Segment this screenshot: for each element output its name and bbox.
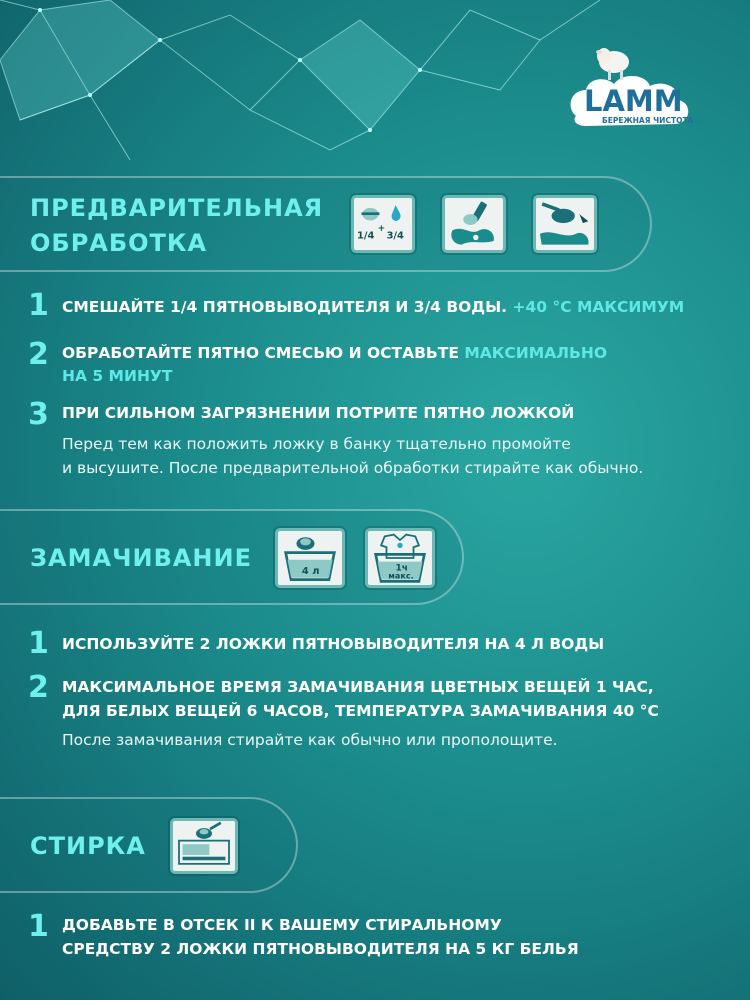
soaking-step1-text: ИСПОЛЬЗУЙТЕ 2 ЛОЖКИ ПЯТНОВЫВОДИТЕЛЯ НА 4 Л ВОДЫ <box>62 635 605 653</box>
washing-machine-icon <box>170 818 238 874</box>
pretreatment-step2-highlight: НА 5 МИНУТ <box>62 367 173 385</box>
mix-ratio-icon <box>351 195 415 253</box>
rub-spoon-icon <box>533 195 597 253</box>
brand-name: LAMM <box>584 84 683 118</box>
washing-step1-text-line2: СРЕДСТВУ 2 ЛОЖКИ ПЯТНОВЫВОДИТЕЛЯ НА 5 КГ БЕЛЬЯ <box>62 940 579 958</box>
pretreatment-step1-text: СМЕШАЙТЕ 1/4 ПЯТНОВЫВОДИТЕЛЯ И 3/4 ВОДЫ. +40 °С МАКСИМУМ <box>62 298 685 316</box>
soaking-step2-text-line1: МАКСИМАЛЬНОЕ ВРЕМЯ ЗАМАЧИВАНИЯ ЦВЕТНЫХ ВЕЩЕЙ 1 ЧАС, <box>62 678 654 696</box>
svg-text:4 л: 4 л <box>301 566 320 578</box>
washing-title: СТИРКА <box>30 832 146 860</box>
pretreatment-title-line2: ОБРАБОТКА <box>30 229 208 257</box>
svg-text:+: + <box>377 224 386 235</box>
pretreatment-step2-number: 2 <box>28 337 49 372</box>
soaking-title: ЗАМАЧИВАНИЕ <box>30 544 252 572</box>
pretreatment-note-line2: и высушите. После предварительной обработки стирайте как обычно. <box>62 459 644 477</box>
svg-text:макс.: макс. <box>388 570 414 581</box>
svg-text:1ч: 1ч <box>395 563 408 574</box>
pretreatment-step1-number: 1 <box>28 288 49 323</box>
soaking-note: После замачивания стирайте как обычно или прополощите. <box>62 731 558 749</box>
washing-step1-text-line1: ДОБАВЬТЕ В ОТСЕК II К ВАШЕМУ СТИРАЛЬНОМУ <box>62 916 502 934</box>
soaking-step2-text-line2: ДЛЯ БЕЛЫХ ВЕЩЕЙ 6 ЧАСОВ, ТЕМПЕРАТУРА ЗАМАЧИВАНИЯ 40 °С <box>62 702 659 720</box>
soak-time-icon <box>365 528 435 588</box>
soaking-step2-number: 2 <box>28 670 49 705</box>
brand-logo <box>566 38 696 134</box>
washing-step1-number: 1 <box>28 909 49 944</box>
pretreatment-title-line1: ПРЕДВАРИТЕЛЬНАЯ <box>30 194 324 222</box>
basin-4l-icon <box>275 528 345 588</box>
pretreatment-step3-text: ПРИ СИЛЬНОМ ЗАГРЯЗНЕНИИ ПОТРИТЕ ПЯТНО ЛОЖКОЙ <box>62 404 575 422</box>
brand-tagline: БЕРЕЖНАЯ ЧИСТОТА <box>602 116 694 125</box>
pretreatment-note-line1: Перед тем как положить ложку в банку тщательно промойте <box>62 435 571 453</box>
pretreatment-step2-text: ОБРАБОТАЙТЕ ПЯТНО СМЕСЬЮ И ОСТАВЬТЕ МАКСИМАЛЬНО <box>62 344 608 362</box>
temperature-highlight: +40 °С МАКСИМУМ <box>512 298 685 316</box>
apply-stain-icon <box>442 195 506 253</box>
pretreatment-step3-number: 3 <box>28 397 49 432</box>
svg-text:3/4: 3/4 <box>386 230 404 242</box>
soaking-step1-number: 1 <box>28 626 49 661</box>
svg-text:1/4: 1/4 <box>357 230 375 242</box>
